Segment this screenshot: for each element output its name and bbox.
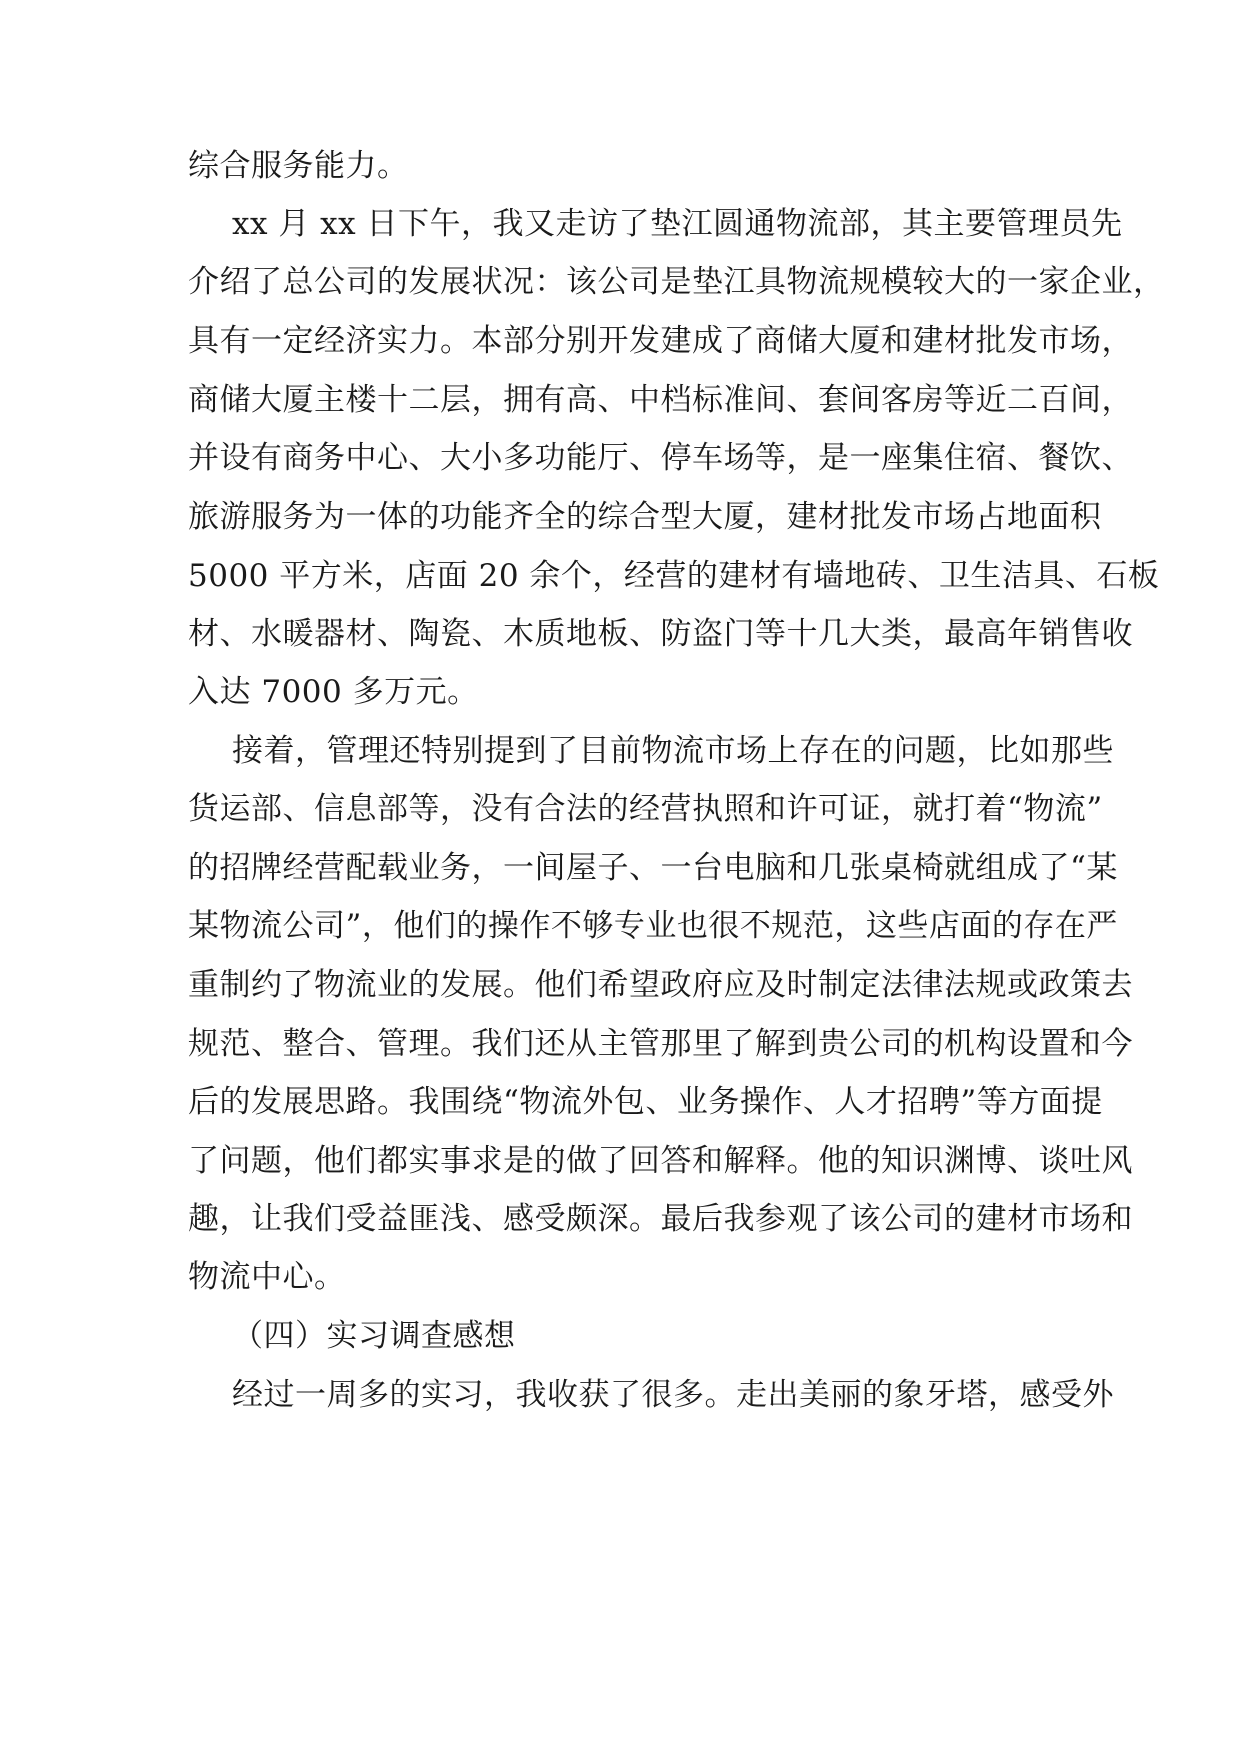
paragraph-line: xx 月 xx 日下午，我又走访了垫江圆通物流部，其主要管理员先	[232, 206, 1123, 242]
paragraph-line: 接着，管理还特别提到了目前物流市场上存在的问题，比如那些	[232, 733, 1114, 769]
paragraph-line: 的招牌经营配载业务，一间屋子、一台电脑和几张桌椅就组成了“某	[188, 850, 1118, 886]
paragraph-line: 并设有商务中心、大小多功能厅、停车场等，是一座集住宿、餐饮、	[188, 440, 1133, 476]
paragraph-line: 重制约了物流业的发展。他们希望政府应及时制定法律法规或政策去	[188, 967, 1133, 1003]
paragraph-line: 综合服务能力。	[188, 148, 409, 184]
paragraph-line: 5000 平方米，店面 20 余个，经营的建材有墙地砖、卫生洁具、石板	[188, 558, 1160, 594]
paragraph-line: 介绍了总公司的发展状况：该公司是垫江具物流规模较大的一家企业，	[188, 264, 1165, 300]
paragraph-line: 材、水暖器材、陶瓷、木质地板、防盗门等十几大类，最高年销售收	[188, 616, 1133, 652]
section-heading: （四）实习调查感想	[232, 1318, 516, 1354]
paragraph-line: 规范、整合、管理。我们还从主管那里了解到贵公司的机构设置和今	[188, 1026, 1133, 1062]
paragraph-line: 某物流公司”，他们的操作不够专业也很不规范，这些店面的存在严	[188, 908, 1118, 944]
paragraph-line: 了问题，他们都实事求是的做了回答和解释。他的知识渊博、谈吐风	[188, 1143, 1133, 1179]
paragraph-line: 物流中心。	[188, 1259, 346, 1295]
paragraph-line: 入达 7000 多万元。	[188, 674, 479, 710]
paragraph-line: 商储大厦主楼十二层，拥有高、中档标准间、套间客房等近二百间，	[188, 382, 1133, 418]
paragraph-line: 后的发展思路。我围绕“物流外包、业务操作、人才招聘”等方面提	[188, 1084, 1103, 1120]
paragraph-line: 旅游服务为一体的功能齐全的综合型大厦，建材批发市场占地面积	[188, 499, 1102, 535]
paragraph-line: 趣，让我们受益匪浅、感受颇深。最后我参观了该公司的建材市场和	[188, 1201, 1133, 1237]
paragraph-line: 货运部、信息部等，没有合法的经营执照和许可证，就打着“物流”	[188, 791, 1103, 827]
paragraph-line: 经过一周多的实习，我收获了很多。走出美丽的象牙塔，感受外	[232, 1377, 1114, 1413]
paragraph-line: 具有一定经济实力。本部分别开发建成了商储大厦和建材批发市场，	[188, 323, 1133, 359]
